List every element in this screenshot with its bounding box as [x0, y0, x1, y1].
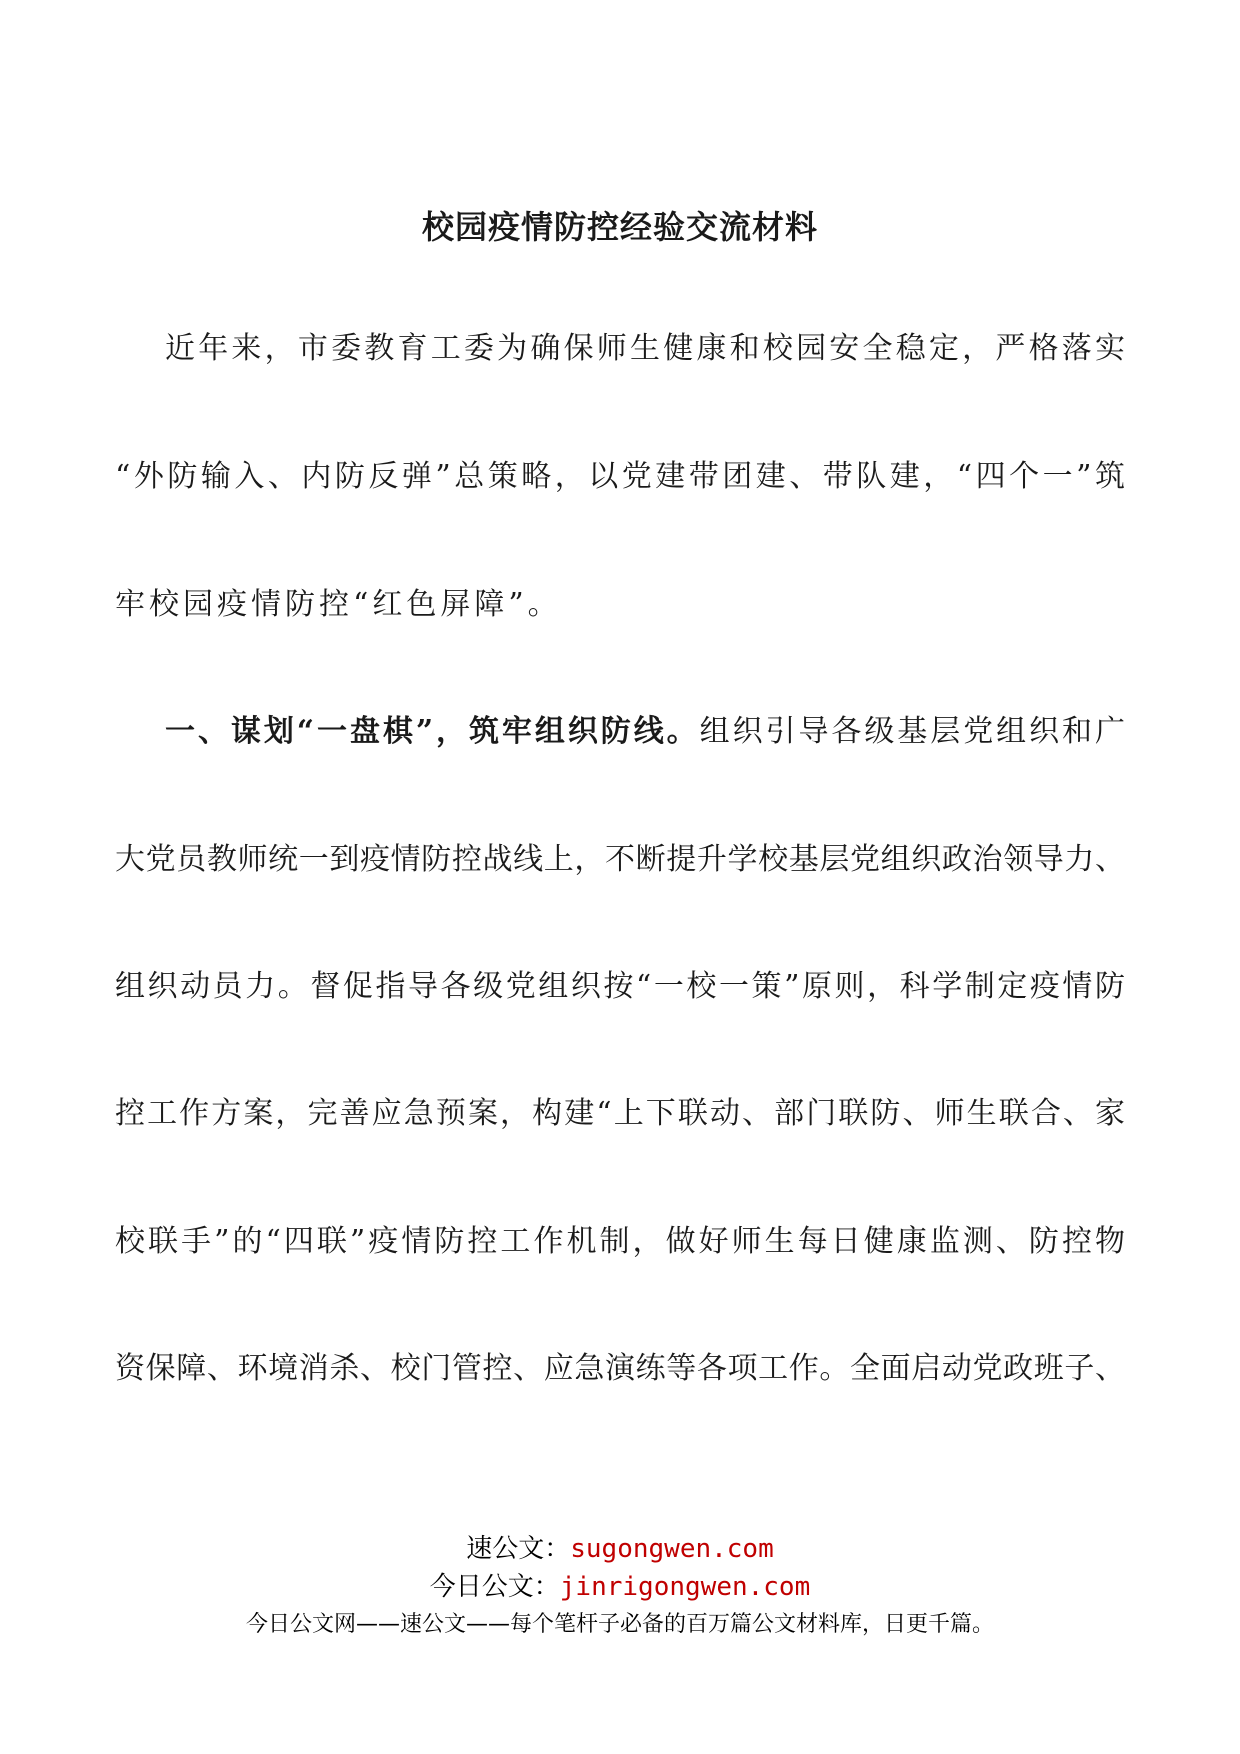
footer-slogan: 今日公文网——速公文——每个笔杆子必备的百万篇公文材料库，日更千篇。 — [245, 1612, 994, 1637]
footer-link-sugongwen[interactable]: sugongwen.com — [570, 1534, 774, 1564]
footer-label: 速公文： — [466, 1534, 571, 1564]
section-text: 组织引导各级基层党组织和广 — [699, 714, 1125, 749]
footer-link-jinrigongwen[interactable]: jinrigongwen.com — [559, 1572, 811, 1602]
footer-line-sugongwen — [0, 1532, 1240, 1566]
paragraph-line: 组织动员力。督促指导各级党组织按“一校一策”原则，科学制定疫情防 — [115, 969, 1125, 1004]
paragraph-line: 牢校园疫情防控“红色屏障”。 — [115, 587, 562, 622]
paragraph-line: 近年来，市委教育工委为确保师生健康和校园安全稳定，严格落实 — [165, 331, 1125, 366]
paragraph-line: “外防输入、内防反弹”总策略，以党建带团建、带队建，“四个一”筑 — [115, 459, 1125, 494]
paragraph-line: 资保障、环境消杀、校门管控、应急演练等各项工作。全面启动党政班子、 — [115, 1351, 1125, 1386]
document-title: 校园疫情防控经验交流材料 — [421, 208, 818, 246]
paragraph-line: 控工作方案，完善应急预案，构建“上下联动、部门联防、师生联合、家 — [115, 1096, 1125, 1131]
paragraph-line: 校联手”的“四联”疫情防控工作机制，做好师生每日健康监测、防控物 — [115, 1224, 1125, 1259]
footer-line-jinrigongwen — [0, 1570, 1240, 1604]
footer-label: 今日公文： — [429, 1572, 560, 1602]
paragraph-line: 大党员教师统一到疫情防控战线上，不断提升学校基层党组织政治领导力、 — [115, 842, 1125, 877]
section-paragraph-line — [165, 710, 1125, 754]
section-heading: 一、谋划“一盘棋”，筑牢组织防线。 — [165, 714, 700, 749]
